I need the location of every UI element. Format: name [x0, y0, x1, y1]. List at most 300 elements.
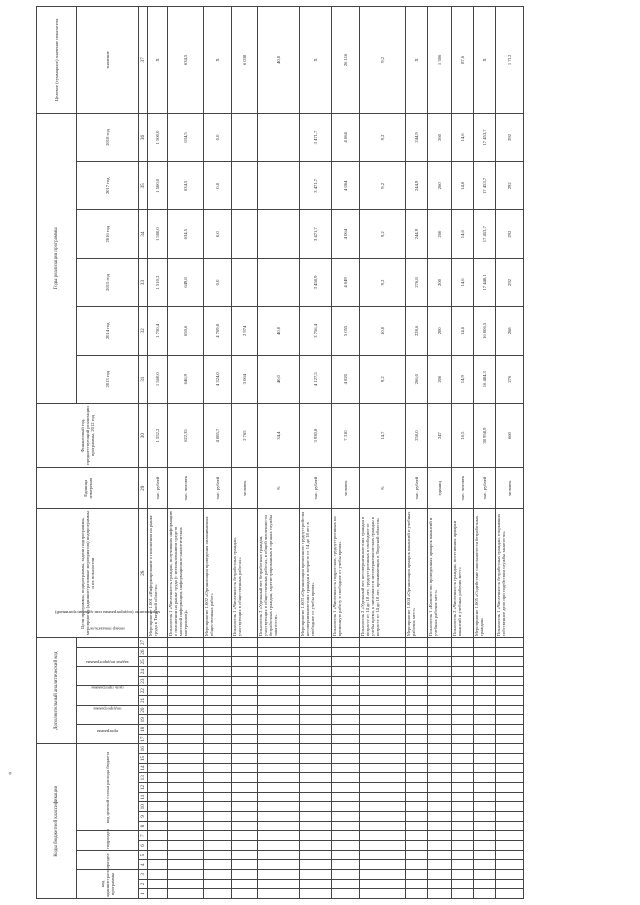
- row-name: Показатель 2 «Численность граждан, посетивших ярмарки вакансий и учебных рабочих мест»: [452, 509, 474, 638]
- column-number: 37: [139, 7, 148, 114]
- code-cell: [474, 792, 496, 802]
- code-cell: [168, 802, 204, 812]
- code-cell: [148, 705, 168, 715]
- column-number: 4: [139, 860, 148, 870]
- code-cell: [406, 841, 428, 851]
- code-cell: [360, 802, 406, 812]
- code-cell: [232, 638, 258, 648]
- code-cell: [496, 802, 524, 812]
- code-cell: [474, 879, 496, 889]
- code-cell: [258, 783, 300, 793]
- code-cell: [474, 647, 496, 657]
- value-cell-fin: 660: [496, 403, 524, 467]
- code-cell: [406, 821, 428, 831]
- row-name: Показатель 1 «Численность подростков, трудоустроенных на временную работу в свободное от учебы время»: [332, 509, 360, 638]
- code-cell: [452, 773, 474, 783]
- code-cell: [148, 676, 168, 686]
- value-cell-v2016: 14,6: [452, 210, 474, 258]
- code-cell: [428, 870, 452, 880]
- code-cell: [204, 715, 232, 725]
- value-cell-target: 9,2: [360, 7, 406, 114]
- code-cell: [428, 696, 452, 706]
- code-cell: [428, 734, 452, 744]
- code-cell: [428, 763, 452, 773]
- code-cell: [168, 889, 204, 899]
- value-cell-fin: 247: [428, 403, 452, 467]
- year-2015-header: 2015 год: [77, 258, 139, 306]
- code-cell: [496, 860, 524, 870]
- column-number: 10: [139, 802, 148, 812]
- year-2018-header: 2018 год: [77, 113, 139, 161]
- code-cell: [332, 744, 360, 754]
- table-row: [148, 7, 168, 899]
- code-cell: [428, 879, 452, 889]
- value-cell-v2016: 244,9: [406, 210, 428, 258]
- code-cell: [300, 792, 332, 802]
- value-cell-v2013: 646,9: [168, 355, 204, 403]
- code-cell: [474, 754, 496, 764]
- code-cell: [232, 676, 258, 686]
- value-cell-v2014: 228,6: [406, 307, 428, 355]
- goal-header: цель программы: [77, 686, 139, 705]
- code-cell: [474, 812, 496, 822]
- value-cell-v2013: 1 560,0: [148, 355, 168, 403]
- value-cell-fin: 16,5: [452, 403, 474, 467]
- code-cell: [204, 705, 232, 715]
- value-cell-v2015: 276,8: [406, 258, 428, 306]
- value-cell-v2014: 650,6: [168, 307, 204, 355]
- code-cell: [300, 763, 332, 773]
- code-cell: [300, 831, 332, 841]
- code-cell: [474, 831, 496, 841]
- table-row: [300, 7, 332, 899]
- code-cell: [148, 802, 168, 812]
- code-cell: [452, 667, 474, 677]
- row-name: Мероприятие 1.001 «Информирование о положении на рынке труда в Тверской области»: [148, 509, 168, 638]
- code-cell: [168, 879, 204, 889]
- code-cell: [496, 773, 524, 783]
- code-cell: [360, 705, 406, 715]
- code-cell: [360, 792, 406, 802]
- value-cell-fin: 1 552,2: [148, 403, 168, 467]
- code-cell: [300, 676, 332, 686]
- code-cell: [300, 889, 332, 899]
- code-cell: [496, 667, 524, 677]
- code-cell: [148, 744, 168, 754]
- code-cell: [406, 850, 428, 860]
- code-cell: [300, 860, 332, 870]
- code-cell: [406, 763, 428, 773]
- column-number: 6: [139, 841, 148, 851]
- value-cell-v2013: 9,2: [360, 355, 406, 403]
- code-cell: [332, 870, 360, 880]
- section-header: раздел: [77, 850, 139, 869]
- code-cell: [452, 686, 474, 696]
- code-cell: [148, 715, 168, 725]
- code-cell: [474, 773, 496, 783]
- value-cell-v2014: 5 055: [332, 307, 360, 355]
- code-cell: [496, 754, 524, 764]
- code-cell: [232, 763, 258, 773]
- code-cell: [300, 744, 332, 754]
- code-cell: [360, 734, 406, 744]
- value-cell-unit: %: [360, 468, 406, 509]
- code-cell: [300, 657, 332, 667]
- value-cell-v2013: 14,9: [452, 355, 474, 403]
- code-cell: [496, 734, 524, 744]
- value-cell-target: 87,6: [452, 7, 474, 114]
- row-name: Показатель 2 «Удельный вес безработных граждан, участвующих в общественных работах, в общей численности безработных граждан, зарегистрированных в органах службы занятости»: [258, 509, 300, 638]
- column-number: 32: [139, 307, 148, 355]
- value-cell-unit: человек: [232, 468, 258, 509]
- value-cell-v2013: 3 064: [232, 355, 258, 403]
- code-cell: [232, 841, 258, 851]
- code-cell: [360, 783, 406, 793]
- table-row: [474, 7, 496, 899]
- value-cell-target: 26 116: [332, 7, 360, 114]
- value-cell-v2016: 260: [428, 210, 452, 258]
- code-cell: [168, 638, 204, 648]
- code-cell: [168, 676, 204, 686]
- value-cell-v2015: 3 458,9: [300, 258, 332, 306]
- code-cell: [428, 812, 452, 822]
- value-cell-unit: тыс. рублей: [406, 468, 428, 509]
- code-cell: [232, 715, 258, 725]
- name-header: Цели программы, подпрограммы, задачи подпрограммы, мероприятия (административные мероприятия) подпрограммы и их показатели: [37, 509, 139, 638]
- code-cell: [148, 734, 168, 744]
- code-cell: [332, 725, 360, 735]
- code-cell: [148, 696, 168, 706]
- row-name: Показатель 1 «Численность безработных граждан, участвующих в общественных работах»: [232, 509, 258, 638]
- code-cell: [300, 850, 332, 860]
- code-cell: [406, 783, 428, 793]
- code-cell: [428, 647, 452, 657]
- value-cell-v2016: 0,0: [204, 210, 232, 258]
- code-cell: [148, 860, 168, 870]
- code-cell: [258, 870, 300, 880]
- value-cell-fin: 4 085,7: [204, 403, 232, 467]
- code-cell: [258, 773, 300, 783]
- code-cell: [148, 841, 168, 851]
- code-cell: [232, 696, 258, 706]
- code-cell: [232, 870, 258, 880]
- code-cell: [232, 734, 258, 744]
- value-cell-v2015: [258, 258, 300, 306]
- code-cell: [168, 705, 204, 715]
- code-cell: [232, 860, 258, 870]
- column-number: 24: [139, 667, 148, 677]
- value-cell-v2014: 200: [428, 307, 452, 355]
- value-cell-v2018: [232, 113, 258, 161]
- code-cell: [258, 860, 300, 870]
- value-cell-v2014: 4 769,8: [204, 307, 232, 355]
- code-cell: [474, 870, 496, 880]
- column-number: 15: [139, 754, 148, 764]
- code-cell: [148, 725, 168, 735]
- code-cell: [360, 725, 406, 735]
- value-cell-fin: 2 765: [232, 403, 258, 467]
- code-cell: [168, 831, 204, 841]
- code-cell: [496, 792, 524, 802]
- code-cell: [474, 860, 496, 870]
- value-cell-v2017: 14,6: [452, 162, 474, 210]
- column-number: 2: [139, 879, 148, 889]
- value-cell-v2013: 16 484,3: [474, 355, 496, 403]
- code-cell: [474, 841, 496, 851]
- column-number: 18: [139, 725, 148, 735]
- code-cell: [428, 802, 452, 812]
- code-cell: [360, 676, 406, 686]
- year-2013-header: 2013 год: [77, 355, 139, 403]
- code-cell: [300, 686, 332, 696]
- column-number: 9: [139, 812, 148, 822]
- code-cell: [232, 754, 258, 764]
- code-cell: [406, 879, 428, 889]
- value-cell-fin: 38 958,9: [474, 403, 496, 467]
- column-number: 36: [139, 113, 148, 161]
- code-cell: [332, 676, 360, 686]
- code-cell: [204, 657, 232, 667]
- code-cell: [496, 638, 524, 648]
- code-cell: [258, 676, 300, 686]
- value-cell-unit: %: [258, 468, 300, 509]
- years-header: Годы реализации программы: [37, 113, 77, 403]
- code-cell: [258, 725, 300, 735]
- code-cell: [452, 889, 474, 899]
- code-cell: [204, 831, 232, 841]
- column-number: 16: [139, 744, 148, 754]
- code-cell: [452, 705, 474, 715]
- code-cell: [452, 763, 474, 773]
- code-cell: [232, 783, 258, 793]
- code-cell: [406, 734, 428, 744]
- code-cell: [332, 841, 360, 851]
- code-cell: [406, 792, 428, 802]
- code-cell: [452, 754, 474, 764]
- code-cell: [406, 744, 428, 754]
- code-cell: [474, 696, 496, 706]
- code-cell: [406, 715, 428, 725]
- value-cell-v2018: 3 471,7: [300, 113, 332, 161]
- code-cell: [148, 792, 168, 802]
- code-cell: [496, 744, 524, 754]
- code-cell: [168, 667, 204, 677]
- value-cell-v2015: 14,6: [452, 258, 474, 306]
- value-cell-v2015: 1 510,2: [148, 258, 168, 306]
- column-number: 31: [139, 355, 148, 403]
- value-cell-target: 634,5: [168, 7, 204, 114]
- code-cell: [258, 715, 300, 725]
- code-cell: [360, 860, 406, 870]
- code-cell: [474, 657, 496, 667]
- code-cell: [168, 812, 204, 822]
- code-cell: [204, 763, 232, 773]
- value-cell-v2016: 9,2: [360, 210, 406, 258]
- code-cell: [232, 850, 258, 860]
- value-cell-v2017: 260: [428, 162, 452, 210]
- code-cell: [452, 841, 474, 851]
- code-cell: [168, 686, 204, 696]
- value-cell-fin: 3 930,8: [300, 403, 332, 467]
- value-cell-v2017: [232, 162, 258, 210]
- value-cell-unit: тыс. человек: [168, 468, 204, 509]
- code-cell: [258, 647, 300, 657]
- code-cell: [300, 754, 332, 764]
- code-cell: [232, 686, 258, 696]
- code-cell: [232, 647, 258, 657]
- code-cell: [258, 802, 300, 812]
- code-cell: [428, 715, 452, 725]
- code-cell: [452, 676, 474, 686]
- code-cell: [148, 783, 168, 793]
- value-cell-v2018: 1 500,0: [148, 113, 168, 161]
- code-cell: [452, 744, 474, 754]
- code-cell: [204, 647, 232, 657]
- code-cell: [474, 686, 496, 696]
- value-cell-unit: человек: [496, 468, 524, 509]
- column-number: 22: [139, 686, 148, 696]
- code-cell: [496, 705, 524, 715]
- code-cell: [496, 812, 524, 822]
- table-row: [168, 7, 204, 899]
- code-cell: [452, 879, 474, 889]
- code-cell: [332, 850, 360, 860]
- code-cell: [474, 667, 496, 677]
- column-number: 1: [139, 889, 148, 899]
- code-cell: [406, 773, 428, 783]
- code-cell: [332, 667, 360, 677]
- extra-codes-header: Дополнительный аналитический код: [37, 638, 77, 744]
- table-row: [406, 7, 428, 899]
- code-cell: [332, 831, 360, 841]
- value-cell-target: 6 038: [232, 7, 258, 114]
- value-cell-target: 1 386: [428, 7, 452, 114]
- code-cell: [258, 667, 300, 677]
- column-number: 28: [139, 509, 148, 638]
- code-cell: [428, 783, 452, 793]
- code-cell: [474, 676, 496, 686]
- code-cell: [360, 744, 406, 754]
- value-header: значение: [77, 7, 139, 114]
- value-cell-v2018: 244,9: [406, 113, 428, 161]
- value-cell-fin: 622,35: [168, 403, 204, 467]
- code-cell: [332, 705, 360, 715]
- value-cell-v2018: 17 453,7: [474, 113, 496, 161]
- code-cell: [168, 860, 204, 870]
- value-cell-v2017: [258, 162, 300, 210]
- value-cell-v2017: 634,5: [168, 162, 204, 210]
- code-cell: [168, 647, 204, 657]
- value-cell-v2014: 1 750,4: [148, 307, 168, 355]
- code-cell: [300, 870, 332, 880]
- value-cell-v2017: 244,9: [406, 162, 428, 210]
- code-cell: [332, 657, 360, 667]
- table-row: [428, 7, 452, 899]
- column-number: 27: [139, 638, 148, 648]
- code-cell: [428, 889, 452, 899]
- code-cell: [496, 889, 524, 899]
- code-cell: [406, 889, 428, 899]
- code-cell: [148, 638, 168, 648]
- row-name: Мероприятие 1.005 «Содействие самозанятости безработных граждан»: [474, 509, 496, 638]
- code-cell: [258, 657, 300, 667]
- code-cell: [232, 725, 258, 735]
- code-cell: [452, 657, 474, 667]
- code-cell: [258, 831, 300, 841]
- code-cell: [474, 744, 496, 754]
- value-cell-v2013: 4 820: [332, 355, 360, 403]
- code-cell: [496, 783, 524, 793]
- value-cell-v2016: 634,5: [168, 210, 204, 258]
- code-cell: [452, 725, 474, 735]
- activity-header: мероприятие (подпрограммы или административной): [77, 647, 139, 666]
- value-cell-target: Х: [204, 7, 232, 114]
- value-cell-v2016: 3 471,7: [300, 210, 332, 258]
- code-cell: [360, 831, 406, 841]
- code-cell: [406, 860, 428, 870]
- code-cell: [406, 696, 428, 706]
- column-number: 7: [139, 831, 148, 841]
- code-cell: [360, 754, 406, 764]
- code-cell: [332, 754, 360, 764]
- admin-code-header: код администратора программы: [77, 870, 139, 899]
- code-cell: [452, 647, 474, 657]
- code-cell: [360, 850, 406, 860]
- code-cell: [204, 773, 232, 783]
- code-cell: [258, 763, 300, 773]
- value-cell-v2015: 17 448,1: [474, 258, 496, 306]
- code-cell: [406, 705, 428, 715]
- code-cell: [258, 850, 300, 860]
- value-cell-v2016: [258, 210, 300, 258]
- code-cell: [332, 763, 360, 773]
- column-number: 13: [139, 773, 148, 783]
- code-cell: [452, 792, 474, 802]
- code-cell: [148, 870, 168, 880]
- code-cell: [452, 812, 474, 822]
- code-cell: [148, 889, 168, 899]
- code-cell: [258, 696, 300, 706]
- code-cell: [360, 715, 406, 725]
- code-cell: [332, 812, 360, 822]
- code-cell: [452, 638, 474, 648]
- code-cell: [428, 676, 452, 686]
- code-cell: [148, 647, 168, 657]
- code-cell: [474, 763, 496, 773]
- year-2016-header: 2016 год: [77, 210, 139, 258]
- value-cell-v2015: 649,8: [168, 258, 204, 306]
- code-cell: [332, 647, 360, 657]
- value-cell-target: 1 712: [496, 7, 524, 114]
- code-cell: [204, 841, 232, 851]
- code-cell: [360, 667, 406, 677]
- value-cell-unit: единиц: [428, 468, 452, 509]
- code-cell: [258, 879, 300, 889]
- value-cell-unit: тыс. рублей: [204, 468, 232, 509]
- value-cell-unit: тыс. человек: [452, 468, 474, 509]
- code-cell: [232, 889, 258, 899]
- code-cell: [428, 657, 452, 667]
- column-number: 20: [139, 705, 148, 715]
- table-row: [360, 7, 406, 899]
- code-cell: [300, 638, 332, 648]
- code-cell: [258, 638, 300, 648]
- code-cell: [204, 821, 232, 831]
- table-row: [258, 7, 300, 899]
- table-row: [232, 7, 258, 899]
- value-cell-v2015: 9,2: [360, 258, 406, 306]
- value-cell-target: Х: [406, 7, 428, 114]
